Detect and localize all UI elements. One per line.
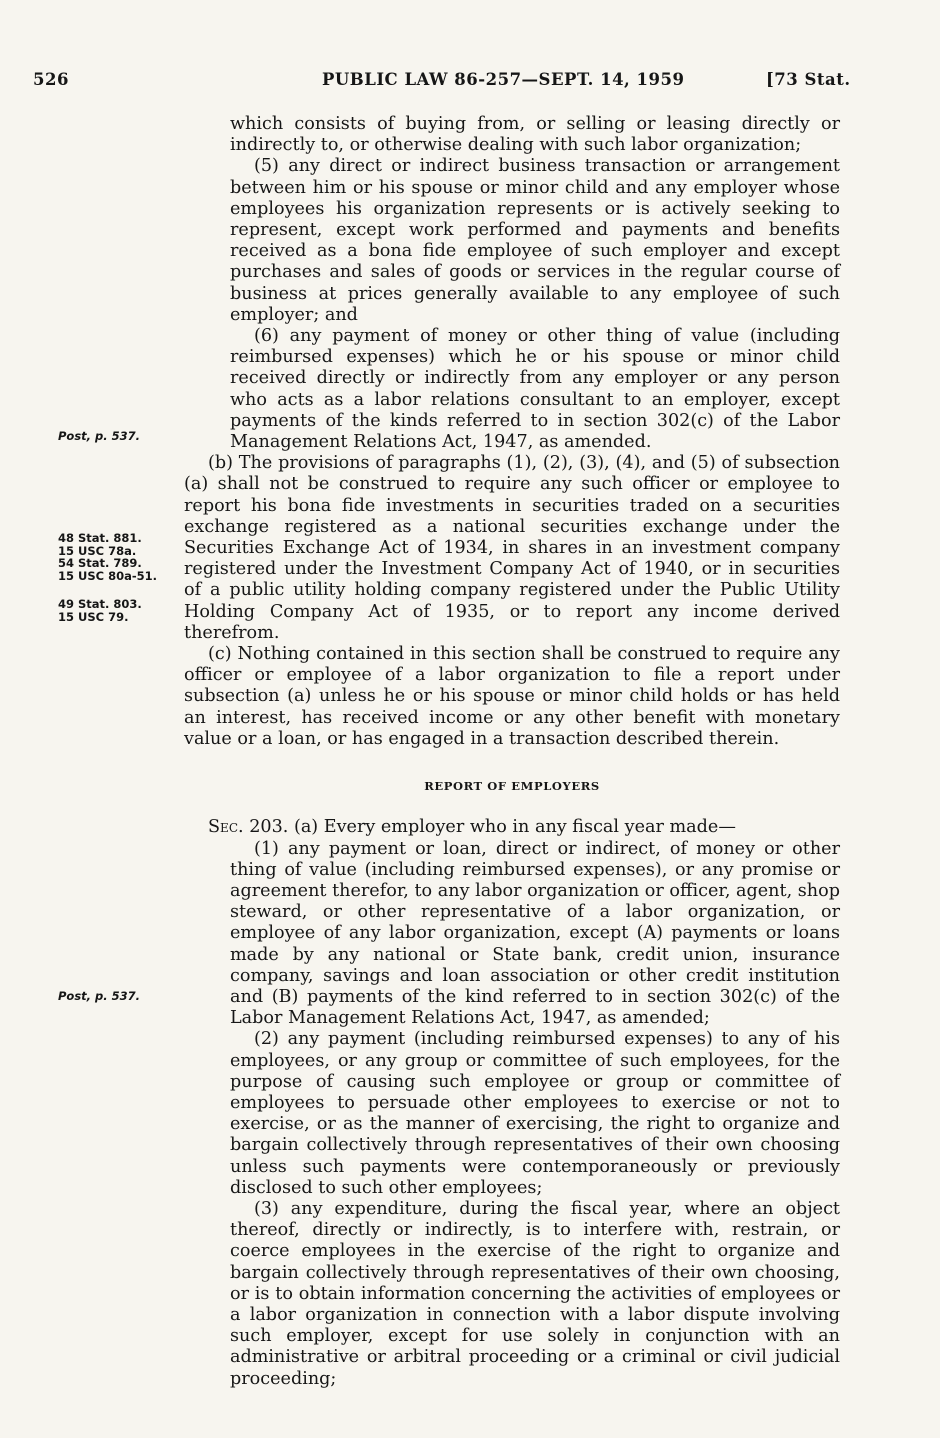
statute-volume: [73 Stat. <box>766 70 851 89</box>
paragraph: which consists of buying from, or selling or leasing directly or indirectly to, or otherwise dealing with such labor organization; <box>230 114 840 156</box>
margin-note-post-2: Post, p. 537. <box>58 989 141 1003</box>
section-heading: REPORT OF EMPLOYERS <box>424 779 600 794</box>
page-header <box>0 70 940 98</box>
page-number: 526 <box>33 70 69 89</box>
section-label: Sec. <box>208 817 244 838</box>
running-title: PUBLIC LAW 86-257—SEPT. 14, 1959 <box>322 70 685 89</box>
paragraph: (5) any direct or indirect business transaction or arrangement between him or his spouse or minor child and any employer whose employees his organization represents or is actively seeking to represent, except work performed and payments and benefits received as a bona fide employee of such employer and except purchases and sales of goods or services in the regular course of business at prices generally available to any employee of such employer; and <box>230 156 840 325</box>
paragraph: (3) any expenditure, during the fiscal year, where an object thereof, directly or indirectly, is to interfere with, restrain, or coerce employees in the exercise of the right to organize and bargain collectively through representatives of their own choosing, or is to obtain information concerning the activities of employees or a labor organization in connection with a labor dispute involving such employer, except for use solely in conjunction with an administrative or arbitral proceeding or a criminal or civil judicial proceeding; <box>230 1198 840 1389</box>
margin-note-post-1: Post, p. 537. <box>58 429 141 443</box>
document-body <box>184 114 840 1390</box>
margin-note-citations-1: 48 Stat. 881. 15 USC 78a. 54 Stat. 789. 15 USC 80a-51. <box>58 531 157 583</box>
paragraph: (1) any payment or loan, direct or indirect, of money or other thing of value (including reimbursed expenses), or any promise or agreement therefor, to any labor organization or officer, agent, shop steward, or other representative of a labor organization, or employee of any labor organization, except (A) payments or loans made by any national or State bank, credit union, insurance company, savings and loan association or other credit institution and (B) payments of the kind referred to in section 302(c) of the Labor Management Relations Act, 1947, as amended; <box>230 838 840 1029</box>
paragraph: (2) any payment (including reimbursed expenses) to any of his employees, or any group or committee of such employees, for the purpose of causing such employee or group or committee of employees to persuade other employees to exercise or not to exercise, or as the manner of exercising, the right to organize and bargain collectively through representatives of their own choosing unless such payments were contemporaneously or previously disclosed to such other employees; <box>230 1029 840 1198</box>
paragraph: Sec. 203. (a) Every employer who in any fiscal year made— <box>208 817 736 838</box>
paragraph: (c) Nothing contained in this section shall be construed to require any officer or employee of a labor organization to file a report under subsection (a) unless he or his spouse or minor child holds or has held an interest, has received income or any other benefit with monetary value or a loan, or has engaged in a transaction described therein. <box>184 644 840 749</box>
paragraph: (6) any payment of money or other thing of value (including reimbursed expenses) which he or his spouse or minor child received directly or indirectly from any employer or any person who acts as a labor relations consultant to an employer, except payments of the kinds referred to in section 302(c) of the Labor Management Relations Act, 1947, as amended. <box>230 326 840 453</box>
margin-note-citations-2: 49 Stat. 803. 15 USC 79. <box>58 597 142 624</box>
paragraph: (b) The provisions of paragraphs (1), (2), (3), (4), and (5) of subsection (a) shall not be construed to require any such officer or employee to report his bona fide investments in securities traded on a securities exchange registered as a national securities exchange under the Securities Exchange Act of 1934, in shares in an investment company registered under the Investment Company Act of 1940, or in securities of a public utility holding company registered under the Public Utility Holding Company Act of 1935, or to report any income derived therefrom. <box>184 453 840 643</box>
